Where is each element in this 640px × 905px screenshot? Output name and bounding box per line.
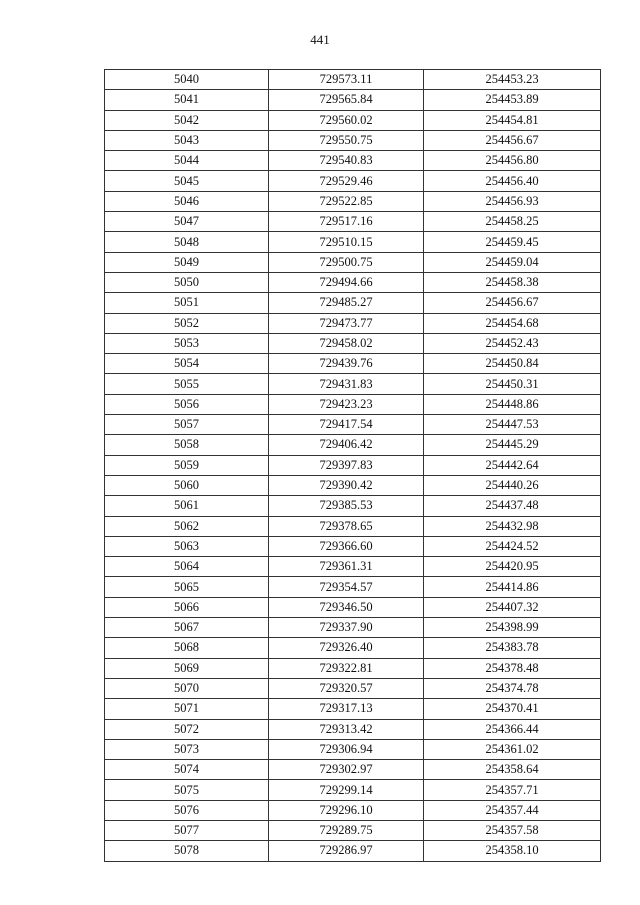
point-id-cell: 5062 xyxy=(105,516,269,536)
x-coordinate-cell: 729320.57 xyxy=(269,678,424,698)
table-row xyxy=(105,638,601,658)
point-id-cell: 5070 xyxy=(105,678,269,698)
table-row xyxy=(105,110,601,130)
point-id-cell: 5046 xyxy=(105,191,269,211)
x-coordinate-cell: 729378.65 xyxy=(269,516,424,536)
x-coordinate-cell: 729500.75 xyxy=(269,252,424,272)
x-coordinate-cell: 729417.54 xyxy=(269,415,424,435)
point-id-cell: 5058 xyxy=(105,435,269,455)
y-coordinate-cell: 254458.25 xyxy=(424,212,601,232)
table-row xyxy=(105,475,601,495)
x-coordinate-cell: 729522.85 xyxy=(269,191,424,211)
table-row xyxy=(105,333,601,353)
x-coordinate-cell: 729431.83 xyxy=(269,374,424,394)
point-id-cell: 5060 xyxy=(105,475,269,495)
table-row xyxy=(105,719,601,739)
table-row xyxy=(105,780,601,800)
point-id-cell: 5057 xyxy=(105,415,269,435)
x-coordinate-cell: 729510.15 xyxy=(269,232,424,252)
point-id-cell: 5052 xyxy=(105,313,269,333)
x-coordinate-cell: 729317.13 xyxy=(269,699,424,719)
table-row xyxy=(105,415,601,435)
y-coordinate-cell: 254407.32 xyxy=(424,597,601,617)
point-id-cell: 5067 xyxy=(105,618,269,638)
y-coordinate-cell: 254398.99 xyxy=(424,618,601,638)
table-row xyxy=(105,618,601,638)
point-id-cell: 5065 xyxy=(105,577,269,597)
table-row xyxy=(105,212,601,232)
y-coordinate-cell: 254374.78 xyxy=(424,678,601,698)
x-coordinate-cell: 729313.42 xyxy=(269,719,424,739)
x-coordinate-cell: 729346.50 xyxy=(269,597,424,617)
y-coordinate-cell: 254437.48 xyxy=(424,496,601,516)
x-coordinate-cell: 729485.27 xyxy=(269,293,424,313)
x-coordinate-cell: 729439.76 xyxy=(269,354,424,374)
x-coordinate-cell: 729302.97 xyxy=(269,760,424,780)
table-row xyxy=(105,820,601,840)
x-coordinate-cell: 729540.83 xyxy=(269,151,424,171)
y-coordinate-cell: 254453.23 xyxy=(424,70,601,90)
y-coordinate-cell: 254442.64 xyxy=(424,455,601,475)
x-coordinate-cell: 729306.94 xyxy=(269,739,424,759)
y-coordinate-cell: 254452.43 xyxy=(424,333,601,353)
point-id-cell: 5068 xyxy=(105,638,269,658)
y-coordinate-cell: 254361.02 xyxy=(424,739,601,759)
y-coordinate-cell: 254366.44 xyxy=(424,719,601,739)
x-coordinate-cell: 729473.77 xyxy=(269,313,424,333)
point-id-cell: 5049 xyxy=(105,252,269,272)
table-row xyxy=(105,800,601,820)
table-row xyxy=(105,374,601,394)
table-row xyxy=(105,252,601,272)
point-id-cell: 5043 xyxy=(105,130,269,150)
point-id-cell: 5061 xyxy=(105,496,269,516)
x-coordinate-cell: 729289.75 xyxy=(269,820,424,840)
table-row xyxy=(105,516,601,536)
point-id-cell: 5059 xyxy=(105,455,269,475)
point-id-cell: 5048 xyxy=(105,232,269,252)
y-coordinate-cell: 254378.48 xyxy=(424,658,601,678)
table-row xyxy=(105,90,601,110)
point-id-cell: 5044 xyxy=(105,151,269,171)
x-coordinate-cell: 729322.81 xyxy=(269,658,424,678)
table-row xyxy=(105,151,601,171)
table-row xyxy=(105,272,601,292)
y-coordinate-cell: 254420.95 xyxy=(424,557,601,577)
coordinates-table-body xyxy=(105,70,601,862)
point-id-cell: 5073 xyxy=(105,739,269,759)
table-row xyxy=(105,557,601,577)
table-row xyxy=(105,394,601,414)
y-coordinate-cell: 254450.84 xyxy=(424,354,601,374)
point-id-cell: 5078 xyxy=(105,841,269,861)
y-coordinate-cell: 254456.40 xyxy=(424,171,601,191)
y-coordinate-cell: 254450.31 xyxy=(424,374,601,394)
x-coordinate-cell: 729354.57 xyxy=(269,577,424,597)
x-coordinate-cell: 729326.40 xyxy=(269,638,424,658)
point-id-cell: 5041 xyxy=(105,90,269,110)
point-id-cell: 5042 xyxy=(105,110,269,130)
y-coordinate-cell: 254357.71 xyxy=(424,780,601,800)
table-row xyxy=(105,191,601,211)
x-coordinate-cell: 729299.14 xyxy=(269,780,424,800)
x-coordinate-cell: 729573.11 xyxy=(269,70,424,90)
table-row xyxy=(105,293,601,313)
table-row xyxy=(105,739,601,759)
table-row xyxy=(105,699,601,719)
point-id-cell: 5040 xyxy=(105,70,269,90)
x-coordinate-cell: 729406.42 xyxy=(269,435,424,455)
table-row xyxy=(105,232,601,252)
x-coordinate-cell: 729337.90 xyxy=(269,618,424,638)
table-row xyxy=(105,536,601,556)
table-row xyxy=(105,435,601,455)
x-coordinate-cell: 729366.60 xyxy=(269,536,424,556)
y-coordinate-cell: 254414.86 xyxy=(424,577,601,597)
x-coordinate-cell: 729565.84 xyxy=(269,90,424,110)
y-coordinate-cell: 254358.64 xyxy=(424,760,601,780)
table-row xyxy=(105,760,601,780)
y-coordinate-cell: 254424.52 xyxy=(424,536,601,556)
y-coordinate-cell: 254357.44 xyxy=(424,800,601,820)
y-coordinate-cell: 254448.86 xyxy=(424,394,601,414)
point-id-cell: 5050 xyxy=(105,272,269,292)
coordinates-table xyxy=(104,69,601,862)
point-id-cell: 5064 xyxy=(105,557,269,577)
x-coordinate-cell: 729560.02 xyxy=(269,110,424,130)
x-coordinate-cell: 729397.83 xyxy=(269,455,424,475)
point-id-cell: 5047 xyxy=(105,212,269,232)
point-id-cell: 5054 xyxy=(105,354,269,374)
table-row xyxy=(105,130,601,150)
point-id-cell: 5066 xyxy=(105,597,269,617)
y-coordinate-cell: 254456.67 xyxy=(424,293,601,313)
x-coordinate-cell: 729423.23 xyxy=(269,394,424,414)
point-id-cell: 5056 xyxy=(105,394,269,414)
x-coordinate-cell: 729296.10 xyxy=(269,800,424,820)
y-coordinate-cell: 254357.58 xyxy=(424,820,601,840)
table-row xyxy=(105,597,601,617)
y-coordinate-cell: 254454.81 xyxy=(424,110,601,130)
y-coordinate-cell: 254456.93 xyxy=(424,191,601,211)
y-coordinate-cell: 254459.04 xyxy=(424,252,601,272)
y-coordinate-cell: 254456.67 xyxy=(424,130,601,150)
y-coordinate-cell: 254432.98 xyxy=(424,516,601,536)
point-id-cell: 5072 xyxy=(105,719,269,739)
point-id-cell: 5071 xyxy=(105,699,269,719)
x-coordinate-cell: 729517.16 xyxy=(269,212,424,232)
x-coordinate-cell: 729385.53 xyxy=(269,496,424,516)
y-coordinate-cell: 254458.38 xyxy=(424,272,601,292)
y-coordinate-cell: 254358.10 xyxy=(424,841,601,861)
point-id-cell: 5051 xyxy=(105,293,269,313)
table-row xyxy=(105,455,601,475)
point-id-cell: 5069 xyxy=(105,658,269,678)
y-coordinate-cell: 254456.80 xyxy=(424,151,601,171)
point-id-cell: 5045 xyxy=(105,171,269,191)
x-coordinate-cell: 729361.31 xyxy=(269,557,424,577)
x-coordinate-cell: 729286.97 xyxy=(269,841,424,861)
point-id-cell: 5077 xyxy=(105,820,269,840)
table-row xyxy=(105,354,601,374)
y-coordinate-cell: 254454.68 xyxy=(424,313,601,333)
y-coordinate-cell: 254453.89 xyxy=(424,90,601,110)
table-row xyxy=(105,496,601,516)
x-coordinate-cell: 729458.02 xyxy=(269,333,424,353)
x-coordinate-cell: 729390.42 xyxy=(269,475,424,495)
y-coordinate-cell: 254440.26 xyxy=(424,475,601,495)
page-number: 441 xyxy=(310,32,330,47)
point-id-cell: 5075 xyxy=(105,780,269,800)
y-coordinate-cell: 254445.29 xyxy=(424,435,601,455)
y-coordinate-cell: 254383.78 xyxy=(424,638,601,658)
table-row xyxy=(105,658,601,678)
table-row xyxy=(105,841,601,861)
table-row xyxy=(105,678,601,698)
table-row xyxy=(105,577,601,597)
point-id-cell: 5053 xyxy=(105,333,269,353)
x-coordinate-cell: 729494.66 xyxy=(269,272,424,292)
y-coordinate-cell: 254459.45 xyxy=(424,232,601,252)
point-id-cell: 5063 xyxy=(105,536,269,556)
point-id-cell: 5055 xyxy=(105,374,269,394)
table-row xyxy=(105,171,601,191)
table-row xyxy=(105,313,601,333)
x-coordinate-cell: 729550.75 xyxy=(269,130,424,150)
point-id-cell: 5076 xyxy=(105,800,269,820)
y-coordinate-cell: 254370.41 xyxy=(424,699,601,719)
y-coordinate-cell: 254447.53 xyxy=(424,415,601,435)
table-row xyxy=(105,70,601,90)
x-coordinate-cell: 729529.46 xyxy=(269,171,424,191)
point-id-cell: 5074 xyxy=(105,760,269,780)
